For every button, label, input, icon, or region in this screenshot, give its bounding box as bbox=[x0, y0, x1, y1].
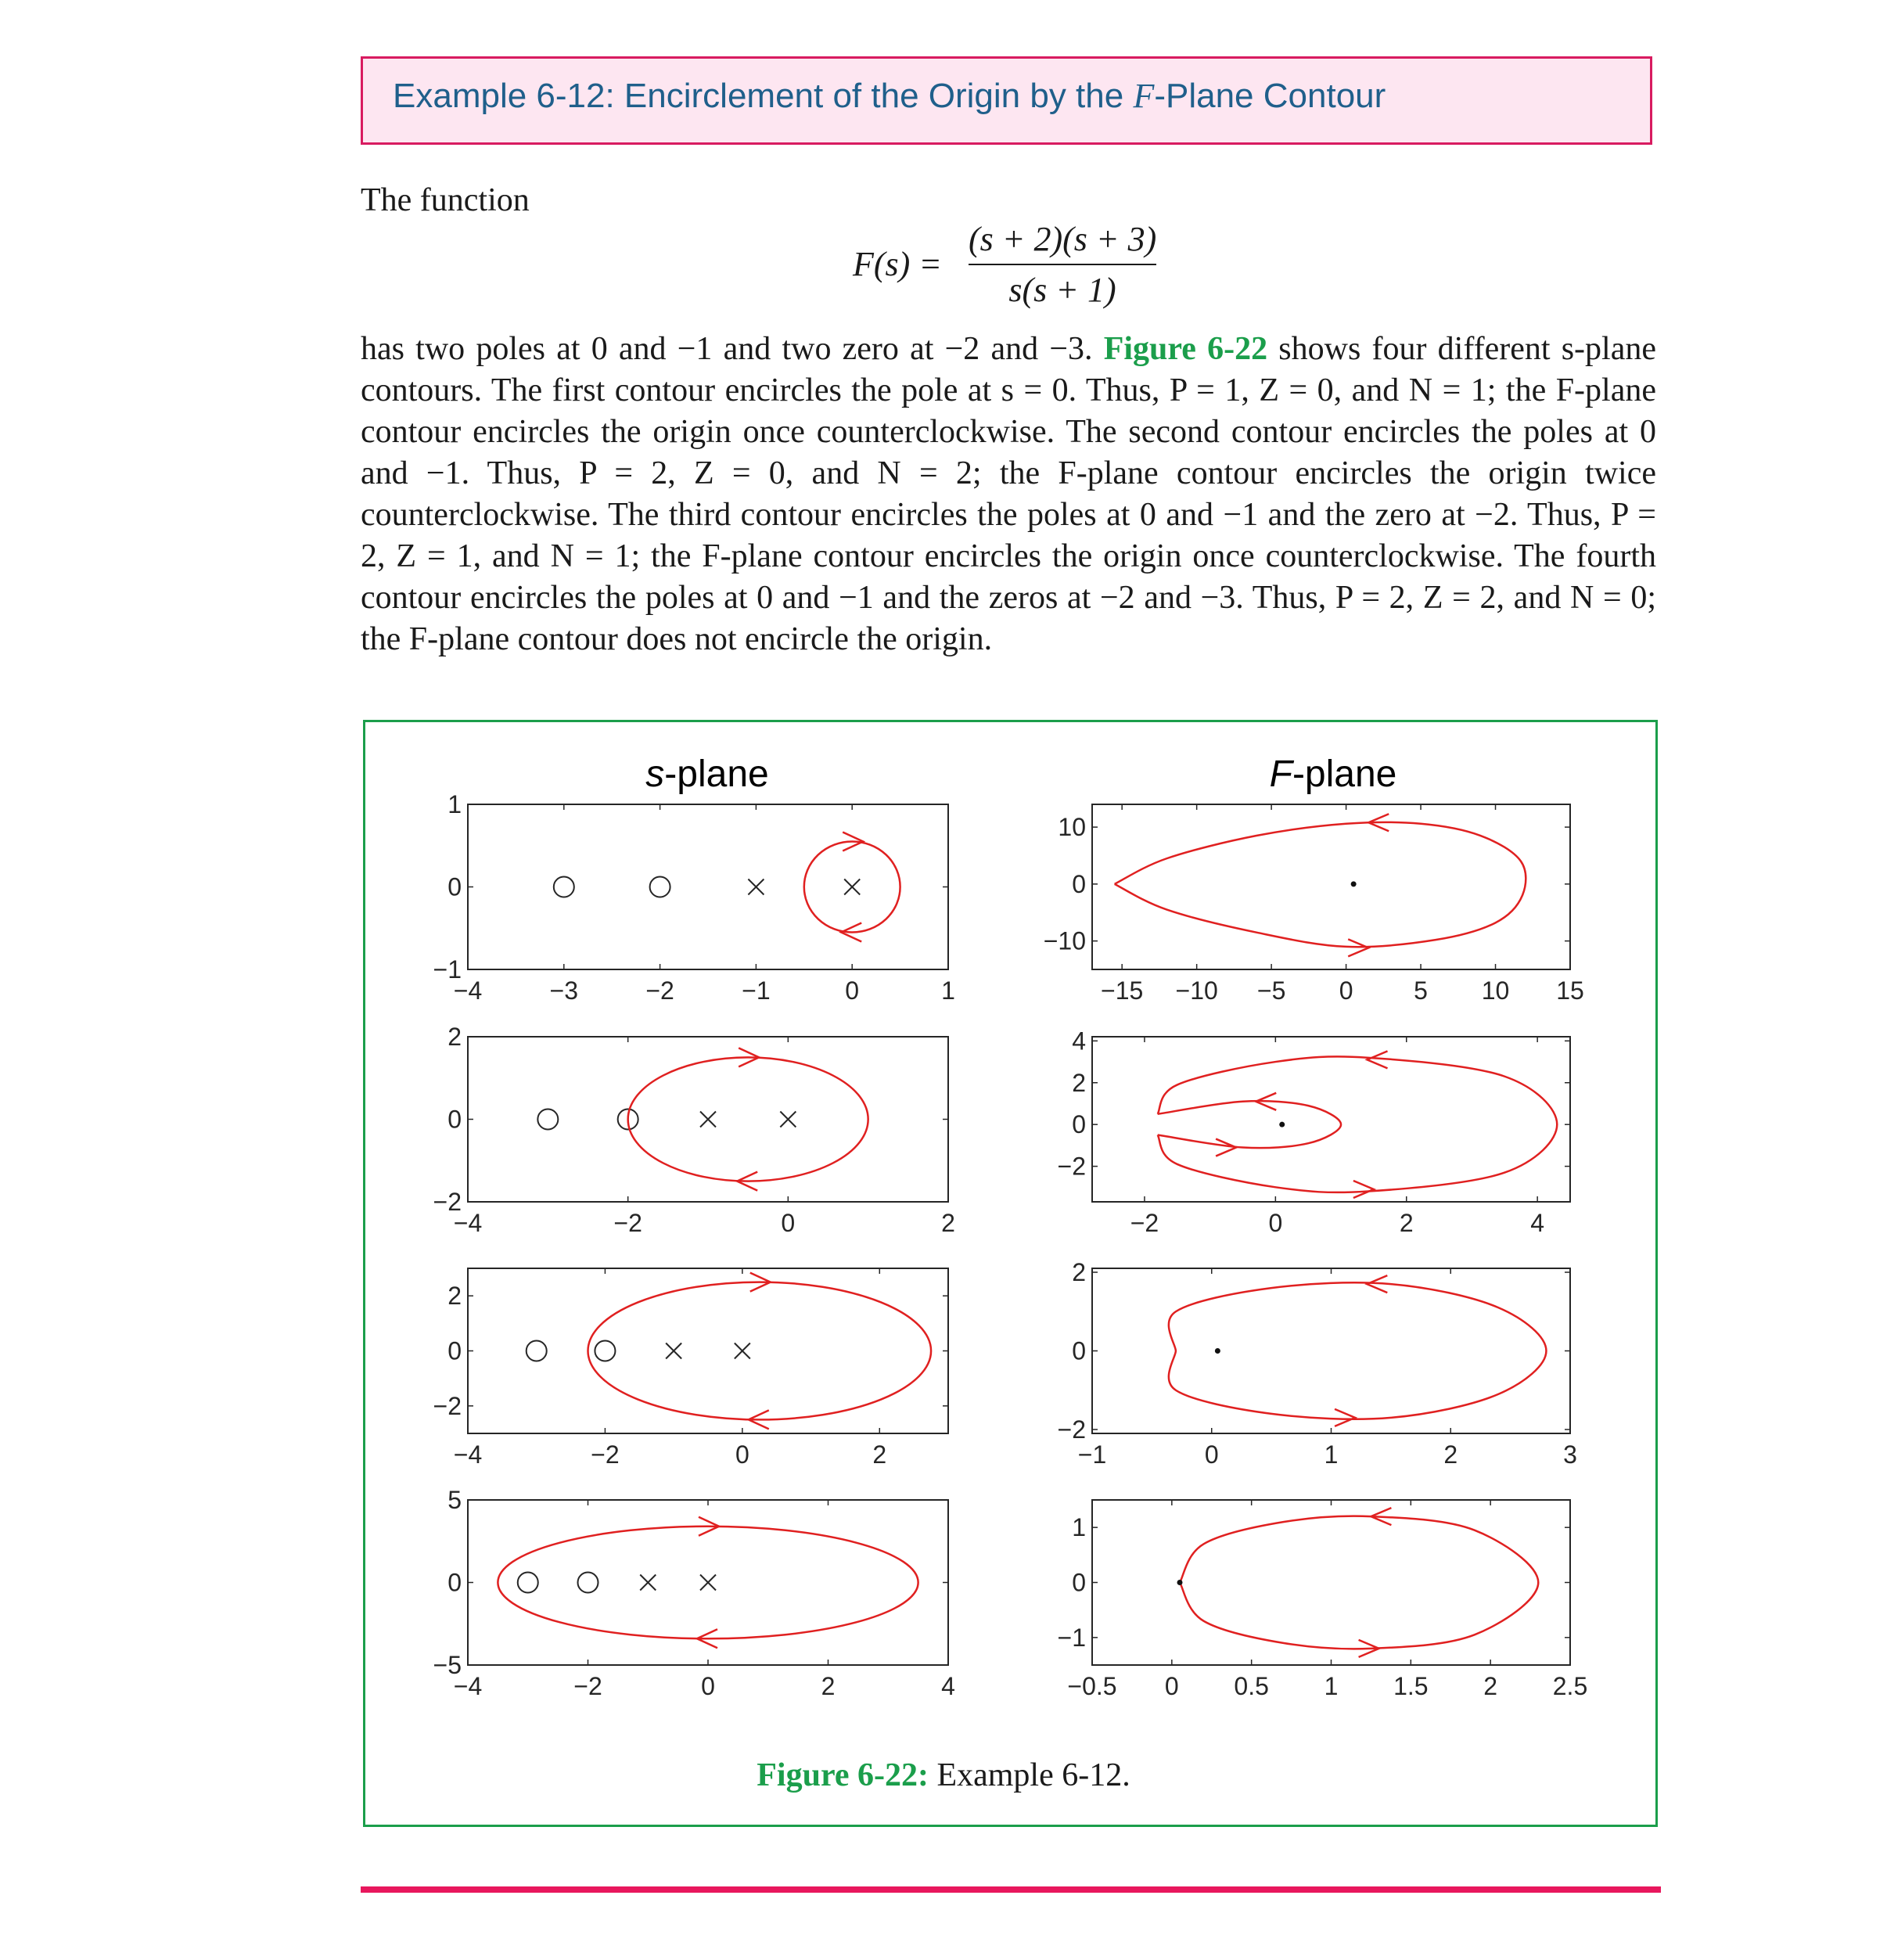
bottom-rule bbox=[361, 1886, 1661, 1893]
plot-frame bbox=[1092, 1268, 1570, 1433]
s-plane-contour bbox=[628, 1057, 868, 1181]
plot-panel-f-2 bbox=[1058, 1027, 1570, 1237]
x-tick-label: −1 bbox=[1077, 1440, 1107, 1469]
example-title-prefix: Example 6-12: Encirclement of the Origin by the bbox=[393, 77, 1134, 115]
y-tick-label: 1 bbox=[447, 790, 462, 818]
plot-frame bbox=[468, 1268, 948, 1433]
f-plane-contour bbox=[1180, 1516, 1538, 1649]
pole-marker bbox=[700, 1575, 716, 1591]
x-tick-label: 15 bbox=[1556, 976, 1584, 1005]
y-tick-label: −1 bbox=[433, 955, 462, 984]
contour-arrow bbox=[1353, 1181, 1374, 1198]
f-plane-contour-inner bbox=[1158, 1101, 1341, 1148]
contour-arrow bbox=[1335, 1409, 1355, 1426]
y-tick-label: 2 bbox=[447, 1282, 462, 1311]
x-tick-label: −2 bbox=[591, 1440, 620, 1469]
x-tick-label: 0 bbox=[1268, 1209, 1283, 1237]
x-tick-label: 0.5 bbox=[1234, 1672, 1269, 1700]
y-tick-label: 0 bbox=[447, 1336, 462, 1365]
equation-numerator: (s + 2)(s + 3) bbox=[969, 220, 1157, 258]
x-tick-label: −4 bbox=[453, 976, 483, 1005]
plot-frame bbox=[1092, 1500, 1570, 1665]
example-title-symbol: F bbox=[1133, 77, 1155, 115]
x-tick-label: −5 bbox=[1256, 976, 1286, 1005]
pole-marker bbox=[640, 1575, 656, 1591]
equation-lhs: F(s) = bbox=[853, 245, 942, 283]
y-tick-label: −2 bbox=[1057, 1415, 1086, 1444]
plot-panel-f-3 bbox=[1058, 1258, 1577, 1469]
pole-marker bbox=[700, 1112, 716, 1127]
pole-marker bbox=[844, 879, 860, 895]
zero-marker bbox=[578, 1573, 598, 1593]
paragraph-part-2: shows four different s-plane contours. The first contour encircles the pole at s = 0. Thus, P = 1, Z = 0, and N = 1; the F-plane contour encircles the origin once counterclockwise. The second contour encircles the poles at 0 and −1. Thus, P = 2, Z = 0, and N = 2; the F-plane contour encircles the origin twice counterclockwise. The third contour encircles the poles at 0 and −1 and the zero at −2. Thus, P = 2, Z = 1, and N = 1; the F-plane contour encircles the origin once counterclockwise. The fourth contour encircles the poles at 0 and −1 and the zeros at −2 and −3. Thus, P = 2, Z = 2, and N = 0; the F-plane contour does not encircle the origin. bbox=[361, 331, 1656, 657]
s-plane-title: s-plane bbox=[645, 753, 769, 795]
figure-reference-link[interactable]: Figure 6-22 bbox=[1103, 331, 1268, 367]
figure-box bbox=[363, 720, 1658, 1827]
zero-marker bbox=[527, 1341, 547, 1361]
plot-frame bbox=[468, 804, 948, 969]
x-tick-label: −4 bbox=[453, 1440, 483, 1469]
plot-panel-s-1 bbox=[433, 790, 955, 1005]
x-tick-label: 1 bbox=[1324, 1440, 1339, 1469]
zero-marker bbox=[650, 877, 670, 897]
plot-panel-f-4 bbox=[1058, 1500, 1588, 1700]
y-tick-label: 2 bbox=[1072, 1258, 1086, 1287]
origin-dot bbox=[1215, 1348, 1220, 1354]
f-plane-title: F-plane bbox=[1269, 753, 1397, 795]
x-tick-label: 4 bbox=[1530, 1209, 1545, 1237]
fraction-bar bbox=[969, 264, 1156, 265]
caption-label: Figure 6-22: bbox=[757, 1757, 929, 1793]
y-tick-label: −2 bbox=[433, 1391, 462, 1420]
x-tick-label: 4 bbox=[941, 1672, 955, 1700]
y-tick-label: 0 bbox=[1072, 1110, 1086, 1139]
paragraph-part-1: has two poles at 0 and −1 and two zero at −2 and −3. bbox=[361, 331, 1104, 367]
x-tick-label: 0 bbox=[701, 1672, 715, 1700]
x-tick-label: 0 bbox=[1204, 1440, 1219, 1469]
plot-panel-f-1 bbox=[1044, 804, 1584, 1005]
x-tick-label: −10 bbox=[1175, 976, 1218, 1005]
x-tick-label: 2 bbox=[1443, 1440, 1458, 1469]
x-tick-label: 0 bbox=[781, 1209, 796, 1237]
y-tick-label: 10 bbox=[1058, 813, 1086, 842]
example-title-suffix: -Plane Contour bbox=[1154, 77, 1386, 115]
equation-denominator: s(s + 1) bbox=[1008, 271, 1116, 309]
x-tick-label: −4 bbox=[453, 1672, 483, 1700]
x-tick-label: 1 bbox=[941, 976, 955, 1005]
x-tick-label: −0.5 bbox=[1067, 1672, 1117, 1700]
x-tick-label: −2 bbox=[613, 1209, 642, 1237]
plots-layer bbox=[433, 790, 1588, 1700]
zero-marker bbox=[537, 1109, 558, 1130]
s-plane-contour bbox=[588, 1282, 932, 1420]
y-tick-label: −2 bbox=[433, 1188, 462, 1216]
pole-marker bbox=[666, 1343, 681, 1359]
y-tick-label: 2 bbox=[1072, 1068, 1086, 1097]
x-tick-label: 2 bbox=[1483, 1672, 1498, 1700]
y-tick-label: 0 bbox=[447, 872, 462, 901]
x-tick-label: −4 bbox=[453, 1209, 483, 1237]
pole-marker bbox=[780, 1112, 796, 1127]
x-tick-label: 0 bbox=[845, 976, 860, 1005]
x-tick-label: 0 bbox=[735, 1440, 749, 1469]
x-tick-label: 1 bbox=[1324, 1672, 1339, 1700]
body-paragraph bbox=[361, 329, 1656, 660]
f-plane-contour-outer bbox=[1158, 1056, 1558, 1192]
plot-panel-s-4 bbox=[433, 1486, 955, 1700]
origin-dot bbox=[1177, 1580, 1183, 1585]
caption-text: Example 6-12. bbox=[928, 1757, 1130, 1793]
pole-marker bbox=[748, 879, 764, 895]
y-tick-label: 1 bbox=[1072, 1513, 1086, 1542]
y-tick-label: −1 bbox=[1057, 1623, 1086, 1652]
x-tick-label: 2.5 bbox=[1552, 1672, 1588, 1700]
x-tick-label: 5 bbox=[1414, 976, 1428, 1005]
x-tick-label: −2 bbox=[645, 976, 674, 1005]
y-tick-label: −10 bbox=[1043, 926, 1086, 955]
x-tick-label: 2 bbox=[941, 1209, 955, 1237]
x-tick-label: 2 bbox=[872, 1440, 887, 1469]
x-tick-label: −3 bbox=[549, 976, 579, 1005]
y-tick-label: 0 bbox=[1072, 869, 1086, 898]
y-tick-label: 4 bbox=[1072, 1027, 1086, 1056]
figure-plots bbox=[365, 722, 1655, 1825]
x-tick-label: −2 bbox=[573, 1672, 602, 1700]
x-tick-label: 0 bbox=[1339, 976, 1353, 1005]
x-tick-label: 1.5 bbox=[1393, 1672, 1429, 1700]
equation-fraction bbox=[969, 219, 1156, 310]
plot-panel-s-3 bbox=[433, 1268, 948, 1469]
zero-marker bbox=[554, 877, 574, 897]
y-tick-label: −2 bbox=[1057, 1152, 1086, 1181]
y-tick-label: 0 bbox=[1072, 1336, 1086, 1365]
y-tick-label: 5 bbox=[447, 1486, 462, 1514]
x-tick-label: −15 bbox=[1101, 976, 1144, 1005]
zero-marker bbox=[518, 1573, 538, 1593]
x-tick-label: −1 bbox=[742, 976, 771, 1005]
x-tick-label: 2 bbox=[821, 1672, 836, 1700]
f-plane-contour bbox=[1115, 822, 1526, 947]
y-tick-label: 2 bbox=[447, 1023, 462, 1051]
x-tick-label: 0 bbox=[1164, 1672, 1179, 1700]
intro-text: The function bbox=[361, 182, 530, 218]
y-tick-label: 0 bbox=[1072, 1568, 1086, 1597]
example-title bbox=[393, 76, 1386, 116]
origin-dot bbox=[1351, 881, 1357, 886]
example-header-box bbox=[361, 56, 1652, 145]
y-tick-label: −5 bbox=[433, 1651, 462, 1679]
plot-panel-s-2 bbox=[433, 1023, 955, 1237]
x-tick-label: 3 bbox=[1563, 1440, 1577, 1469]
figure-caption bbox=[0, 1757, 1887, 1794]
origin-dot bbox=[1279, 1122, 1285, 1127]
y-tick-label: 0 bbox=[447, 1568, 462, 1597]
plot-frame bbox=[1092, 1037, 1570, 1202]
x-tick-label: 2 bbox=[1399, 1209, 1414, 1237]
zero-marker bbox=[595, 1341, 615, 1361]
pole-marker bbox=[735, 1343, 750, 1359]
x-tick-label: 10 bbox=[1481, 976, 1510, 1005]
x-tick-label: −2 bbox=[1130, 1209, 1159, 1237]
y-tick-label: 0 bbox=[447, 1105, 462, 1134]
f-plane-contour bbox=[1169, 1282, 1547, 1419]
